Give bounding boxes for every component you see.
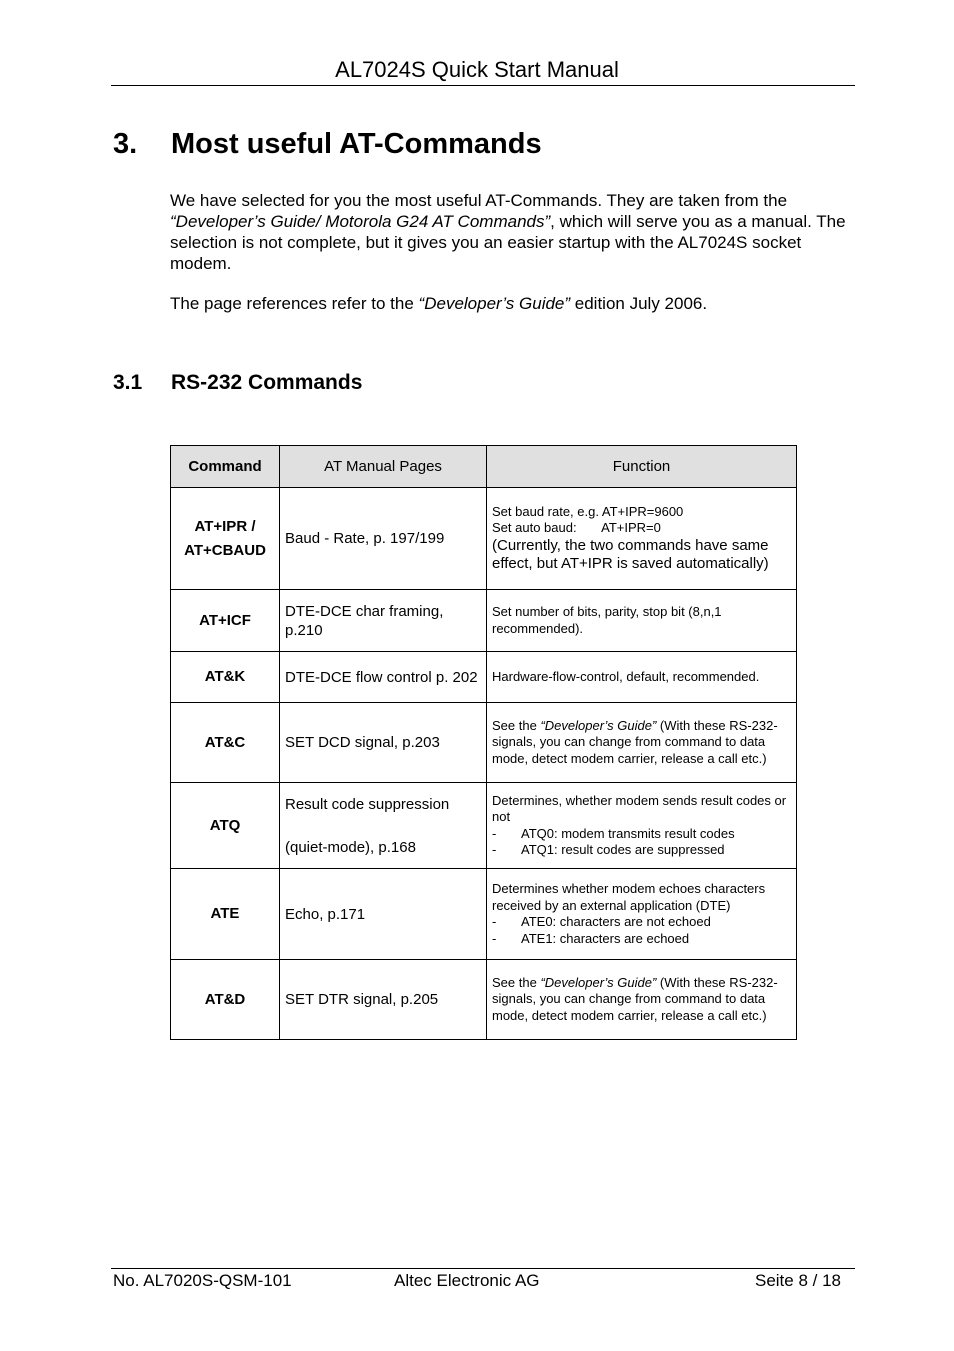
intro-paragraph-2 xyxy=(170,293,850,314)
bullet-text: ATE1: characters are echoed xyxy=(521,930,690,946)
footer-document-number: No. AL7020S-QSM-101 xyxy=(113,1271,292,1290)
command-cell: AT&K xyxy=(171,652,280,703)
column-header-function: Function xyxy=(487,446,797,488)
function-line: Set baud rate, e.g. AT+IPR=9600 xyxy=(492,503,684,519)
at-commands-table xyxy=(170,445,797,1040)
command-cell: AT&D xyxy=(171,960,280,1040)
subsection-title: RS-232 Commands xyxy=(171,371,363,394)
function-reference: “Developer’s Guide” xyxy=(540,717,657,733)
function-cell: Hardware-flow-control, default, recommended. xyxy=(487,652,797,703)
function-text: (With these RS-232-signals, you can change from command to data mode, detect modem carrier, release a call etc.) xyxy=(492,974,778,1023)
function-reference: “Developer’s Guide” xyxy=(540,974,657,990)
intro-text xyxy=(170,190,850,333)
function-cell xyxy=(487,703,797,783)
table-row xyxy=(171,590,797,652)
intro-paragraph-1 xyxy=(170,190,850,274)
bullet-item: - ATE0: characters are not echoed xyxy=(492,914,711,929)
command-cell: AT+ICF xyxy=(171,590,280,652)
command-cell xyxy=(171,488,280,590)
footer-divider xyxy=(111,1268,855,1269)
intro-p2-reference: “Developer’s Guide” xyxy=(418,294,571,313)
intro-p2-text-a: The page references refer to the xyxy=(170,294,419,313)
function-note: (Currently, the two commands have same effect, but AT+IPR is saved automatically) xyxy=(492,536,769,572)
document-header-title: AL7024S Quick Start Manual xyxy=(335,57,619,82)
table-row xyxy=(171,703,797,783)
pages-cell: DTE-DCE char framing, p.210 xyxy=(280,590,487,652)
table-row xyxy=(171,652,797,703)
function-cell xyxy=(487,869,797,960)
pages-cell: SET DTR signal, p.205 xyxy=(280,960,487,1040)
function-line: Determines, whether modem sends result codes or not xyxy=(492,792,787,824)
header-divider xyxy=(111,85,855,86)
function-cell xyxy=(487,960,797,1040)
function-line: Set auto baud: AT+IPR=0 xyxy=(492,520,661,535)
column-header-command: Command xyxy=(171,446,280,488)
subsection-number: 3.1 xyxy=(113,371,143,394)
bullet-text: ATQ1: result codes are suppressed xyxy=(521,842,725,857)
intro-p2-text-b: edition July 2006. xyxy=(570,294,708,313)
column-header-pages: AT Manual Pages xyxy=(280,446,487,488)
section-number: 3. xyxy=(113,128,138,160)
footer-company: Altec Electronic AG xyxy=(394,1271,540,1290)
bullet-text: ATQ0: modem transmits result codes xyxy=(521,825,735,841)
pages-cell: DTE-DCE flow control p. 202 xyxy=(280,652,487,703)
command-cell: ATE xyxy=(171,869,280,960)
pages-cell: Echo, p.171 xyxy=(280,869,487,960)
subsection-heading xyxy=(113,371,362,395)
function-cell: Set number of bits, parity, stop bit (8,n,1 recommended). xyxy=(487,590,797,652)
pages-cell xyxy=(280,783,487,869)
table-header-row xyxy=(171,446,797,488)
section-heading xyxy=(113,128,542,161)
pages-line: Result code suppression xyxy=(285,795,450,813)
function-line: Determines whether modem echoes characters received by an external application (DTE) xyxy=(492,881,766,913)
table-row xyxy=(171,488,797,590)
footer-page-number: Seite 8 / 18 xyxy=(754,1271,841,1290)
function-text: See the xyxy=(492,974,541,990)
section-title: Most useful AT-Commands xyxy=(171,128,542,160)
intro-p1-text-a: We have selected for you the most useful AT-Commands. They are taken from the xyxy=(170,191,788,210)
table-row xyxy=(171,960,797,1040)
function-cell xyxy=(487,783,797,869)
bullet-text: ATE0: characters are not echoed xyxy=(521,914,711,929)
command-cell: AT&C xyxy=(171,703,280,783)
function-text: See the xyxy=(492,717,541,733)
intro-p1-text-b: , which will serve you as a manual. The selection is not complete, but it gives you an easier startup with the AL7024S socket modem. xyxy=(170,212,846,273)
bullet-item: - ATQ1: result codes are suppressed xyxy=(492,842,725,857)
function-cell xyxy=(487,488,797,590)
command-name: AT+CBAUD xyxy=(184,541,266,559)
command-cell: ATQ xyxy=(171,783,280,869)
bullet-item: - ATQ0: modem transmits result codes xyxy=(492,825,735,841)
table-row xyxy=(171,869,797,960)
bullet-item: - ATE1: characters are echoed xyxy=(492,930,690,946)
command-name: AT+IPR / xyxy=(194,517,256,535)
pages-cell: SET DCD signal, p.203 xyxy=(280,703,487,783)
intro-p1-reference: “Developer’s Guide/ Motorola G24 AT Commands” xyxy=(170,212,551,231)
pages-cell: Baud - Rate, p. 197/199 xyxy=(280,488,487,590)
table-row xyxy=(171,783,797,869)
pages-line: (quiet-mode), p.168 xyxy=(285,838,416,856)
function-text: (With these RS-232-signals, you can change from command to data mode, detect modem carrier, release a call etc.) xyxy=(492,717,778,766)
